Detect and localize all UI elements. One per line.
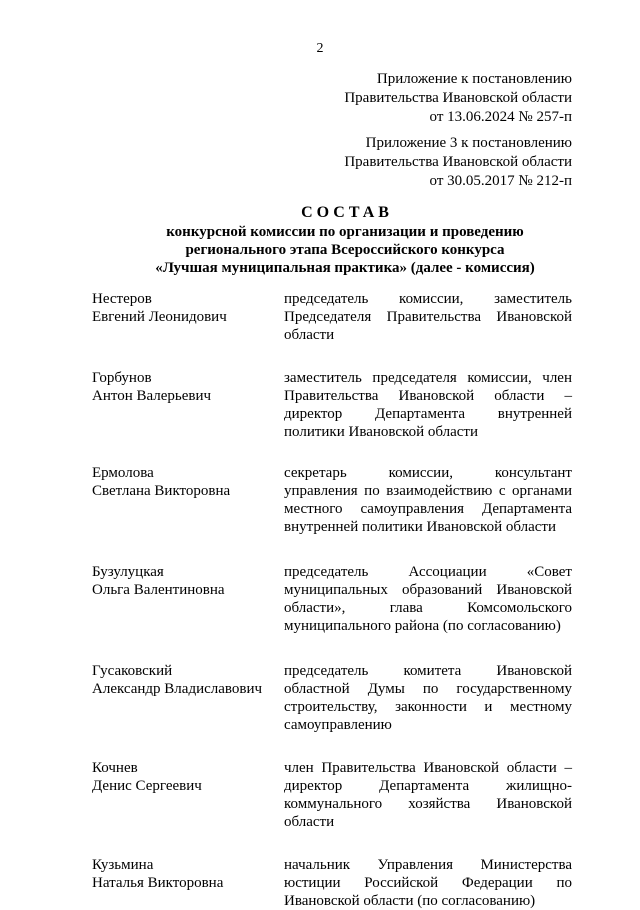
role-line: муниципального района (по согласованию): [284, 618, 561, 634]
appendix-header-original: [344, 134, 572, 191]
role-line: начальник Управления Министерства: [284, 857, 572, 873]
role-line: областной Думы по государственному: [284, 681, 572, 697]
member-row: [92, 290, 572, 344]
title-line: конкурсной комиссии по организации и проведению: [166, 224, 524, 240]
document-title: [0, 203, 640, 277]
role-line: Председателя Правительства Ивановской: [284, 309, 572, 325]
role-line: внутренней политики Ивановской области: [284, 519, 556, 535]
member-surname: Горбунов: [92, 370, 152, 386]
member-given-name: Антон Валерьевич: [92, 388, 212, 404]
member-name: [92, 759, 284, 831]
commission-members-list: [92, 290, 572, 910]
page-number: 2: [316, 41, 324, 56]
appendix-line: Приложение 3 к постановлению: [365, 135, 572, 151]
member-given-name: Ольга Валентиновна: [92, 582, 225, 598]
role-line: председатель Ассоциации «Совет: [284, 564, 572, 580]
member-row: [92, 369, 572, 441]
member-given-name: Денис Сергеевич: [92, 778, 202, 794]
member-surname: Нестеров: [92, 291, 152, 307]
role-line: области: [284, 327, 335, 343]
member-role: [284, 856, 572, 910]
title-line: «Лучшая муниципальная практика» (далее - комиссия): [155, 260, 535, 276]
member-surname: Гусаковский: [92, 663, 173, 679]
role-line: председатель комитета Ивановской: [284, 663, 572, 679]
role-line: муниципальных образований Ивановской: [284, 582, 572, 598]
role-line: член Правительства Ивановской области –: [284, 760, 572, 776]
appendix-line: Приложение к постановлению: [376, 71, 572, 87]
role-line: директор Департамента жилищно-: [284, 778, 572, 794]
member-row: [92, 856, 572, 910]
role-line: секретарь комиссии, консультант: [284, 465, 572, 481]
role-line: самоуправлению: [284, 717, 392, 733]
role-line: области», глава Комсомольского: [284, 600, 572, 616]
appendix-line: Правительства Ивановской области: [344, 90, 572, 106]
member-role: [284, 662, 572, 734]
role-line: юстиции Российской Федерации по: [284, 875, 572, 891]
member-row: [92, 759, 572, 831]
member-row: [92, 563, 572, 635]
appendix-line: от 30.05.2017 № 212-п: [429, 173, 572, 189]
member-name: [92, 369, 284, 441]
role-line: Ивановской области (по согласованию): [284, 893, 536, 909]
role-line: коммунального хозяйства Ивановской: [284, 796, 572, 812]
member-surname: Ермолова: [92, 465, 154, 481]
role-line: политики Ивановской области: [284, 424, 478, 440]
member-surname: Кочнев: [92, 760, 138, 776]
role-line: местного самоуправления Департамента: [284, 501, 572, 517]
role-line: строительству, законности и местному: [284, 699, 572, 715]
member-given-name: Евгений Леонидович: [92, 309, 227, 325]
member-row: [92, 662, 572, 734]
title-main: СОСТАВ: [301, 204, 393, 221]
appendix-header-current: [344, 70, 572, 127]
member-name: [92, 290, 284, 344]
member-name: [92, 464, 284, 536]
member-given-name: Наталья Викторовна: [92, 875, 224, 891]
appendix-line: от 13.06.2024 № 257-п: [429, 109, 572, 125]
member-given-name: Александр Владиславович: [92, 681, 263, 697]
member-name: [92, 662, 284, 734]
role-line: председатель комиссии, заместитель: [284, 291, 572, 307]
role-line: управления по взаимодействию с органами: [284, 483, 572, 499]
role-line: области: [284, 814, 335, 830]
role-line: Правительства Ивановской области –: [284, 388, 572, 404]
member-name: [92, 856, 284, 910]
member-role: [284, 759, 572, 831]
member-role: [284, 464, 572, 536]
member-row: [92, 464, 572, 536]
member-role: [284, 369, 572, 441]
member-surname: Бузулуцкая: [92, 564, 164, 580]
title-line: регионального этапа Всероссийского конкурса: [185, 242, 505, 258]
member-role: [284, 563, 572, 635]
role-line: заместитель председателя комиссии, член: [284, 370, 572, 386]
role-line: директор Департамента внутренней: [284, 406, 572, 422]
member-name: [92, 563, 284, 635]
appendix-line: Правительства Ивановской области: [344, 154, 572, 170]
member-given-name: Светлана Викторовна: [92, 483, 231, 499]
member-surname: Кузьмина: [92, 857, 154, 873]
member-role: [284, 290, 572, 344]
